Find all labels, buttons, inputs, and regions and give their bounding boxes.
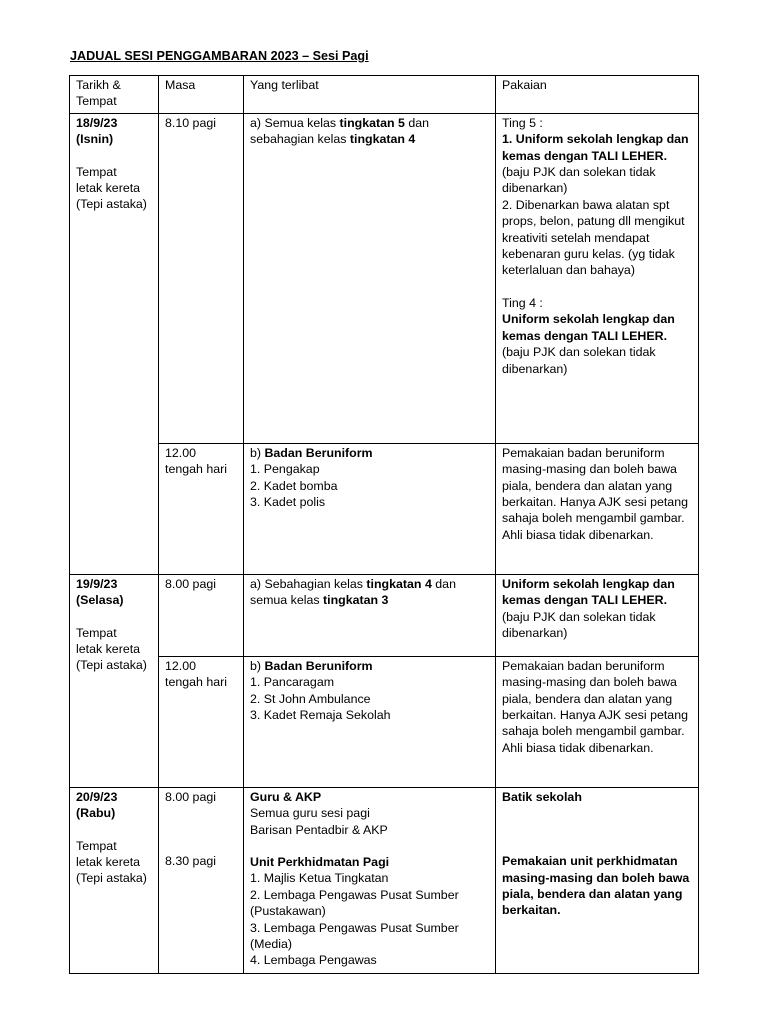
involved-prefix: b) [250,658,265,673]
list-item: 2. Kadet bomba [250,478,338,493]
attire-rule: Uniform sekolah lengkap dan kemas dengan TALI LEHER. [502,312,675,343]
group-name: Unit Perkhidmatan Pagi [250,855,390,870]
date-text: 18/9/23 [76,115,118,130]
time-cell [159,574,244,656]
header-time: Masa [159,76,244,114]
list-item: 2. Lembaga Pengawas Pusat Sumber (Pustakawan) [250,887,459,919]
place-line: Tempat [76,838,117,853]
attire-heading: Ting 4 : [502,295,543,310]
attire-rule: Pemakaian unit perkhidmatan masing-masing dan boleh bawa piala, bendera dan alatan yang berkaitan. [502,854,690,918]
header-date-place [70,76,159,114]
place-line: Tempat [76,164,117,179]
place-line: Tempat [76,625,117,640]
header-date-line: Tarikh & [76,78,121,92]
date-cell [70,113,159,574]
involved-cell [244,656,496,787]
list-item: 1. Majlis Ketua Tingkatan [250,871,389,886]
spacer [165,837,237,853]
spacer [502,821,692,837]
schedule-table [69,75,699,974]
attire-rule: Batik sekolah [502,789,582,804]
date-cell [70,787,159,973]
spacer [502,837,692,853]
attire-rule: 1. Uniform sekolah lengkap dan kemas dengan TALI LEHER. [502,132,689,163]
place-line: (Tepi astaka) [76,871,147,886]
list-item: 1. Pancaragam [250,675,335,690]
time-text: 8.30 pagi [165,854,216,869]
time-cell [159,787,244,973]
attire-heading: Ting 5 : [502,115,543,130]
table-row [70,113,699,443]
involved-cell [244,574,496,656]
spacer [165,805,237,821]
spacer [502,805,692,821]
list-item: Semua guru sesi pagi [250,806,370,821]
list-item: Barisan Pentadbir & AKP [250,822,388,837]
time-text: 12.00 [165,658,197,673]
list-item: 2. St John Ambulance [250,691,371,706]
time-cell [159,656,244,787]
list-item: 3. Lembaga Pengawas Pusat Sumber (Media) [250,920,459,952]
spacer [76,822,152,838]
attire-rule: 2. Dibenarkan bawa alatan spt props, belon, patung dll mengikut kreativiti setelah mendapat kebenaran guru kelas. (yg tidak keterlaluan dan bahaya) [502,197,685,278]
time-cell [159,113,244,443]
date-text: 20/9/23 [76,789,118,804]
day-text: (Selasa) [76,593,124,608]
attire-note: (baju PJK dan solekan tidak dibenarkan) [502,165,656,196]
table-row [70,656,699,787]
table-header-row [70,76,699,114]
table-row [70,787,699,973]
attire-cell [496,113,699,443]
attire-note: (baju PJK dan solekan tidak dibenarkan) [502,345,656,376]
time-text: 8.00 pagi [165,789,216,804]
attire-cell: Pemakaian badan beruniform masing-masing dan boleh bawa piala, bendera dan alatan yang berkaitan. Hanya AJK sesi petang sahaja boleh mengambil gambar. Ahli biasa tidak dibenarkan. [496,443,699,574]
list-item: 1. Pengakap [250,462,320,477]
day-text: (Isnin) [76,132,114,147]
form-level: tingkatan 4 [366,576,432,591]
spacer [76,148,152,164]
form-level: tingkatan 3 [323,593,389,608]
time-text: 8.10 pagi [165,115,216,130]
spacer [250,838,489,854]
day-text: (Rabu) [76,806,116,821]
attire-cell: Pemakaian badan beruniform masing-masing dan boleh bawa piala, bendera dan alatan yang berkaitan. Hanya AJK sesi petang sahaja boleh mengambil gambar. Ahli biasa tidak dibenarkan. [496,656,699,787]
place-line: letak kereta [76,181,141,196]
involved-mid: dan semua kelas [250,576,456,608]
date-cell [70,574,159,787]
involved-prefix: b) [250,445,265,460]
attire-cell [496,574,699,656]
place-line: letak kereta [76,642,141,657]
place-line: letak kereta [76,855,141,870]
document-title: JADUAL SESI PENGGAMBARAN 2023 – Sesi Pagi [70,49,369,63]
place-line: (Tepi astaka) [76,197,147,212]
date-text: 19/9/23 [76,576,118,591]
list-item: 4. Lembaga Pengawas [250,953,377,968]
time-text: tengah hari [165,462,228,477]
time-text: 12.00 [165,445,197,460]
list-item: 3. Kadet polis [250,495,326,510]
form-level: tingkatan 4 [349,132,416,147]
table-row [70,574,699,656]
list-item: 3. Kadet Remaja Sekolah [250,708,391,723]
involved-prefix: a) Semua kelas [250,115,340,130]
time-text: tengah hari [165,675,228,690]
involved-cell [244,113,496,443]
time-text: 8.00 pagi [165,576,216,591]
form-level: tingkatan 5 [339,115,405,130]
involved-cell [244,443,496,574]
spacer [502,279,692,295]
group-name: Badan Beruniform [264,658,373,673]
table-row [70,443,699,574]
group-name: Guru & AKP [250,789,322,804]
group-name: Badan Beruniform [264,445,373,460]
involved-mid: dan sebahagian kelas [250,115,430,147]
header-involved: Yang terlibat [244,76,496,114]
attire-cell [496,787,699,973]
attire-rule: Uniform sekolah lengkap dan kemas dengan TALI LEHER. [502,576,675,608]
place-line: (Tepi astaka) [76,658,147,673]
header-place-line: Tempat [76,94,117,109]
involved-prefix: a) Sebahagian kelas [250,576,367,591]
spacer [76,609,152,625]
spacer [165,821,237,837]
time-cell [159,443,244,574]
header-attire: Pakaian [496,76,699,114]
involved-cell [244,787,496,973]
attire-note: (baju PJK dan solekan tidak dibenarkan) [502,609,656,641]
